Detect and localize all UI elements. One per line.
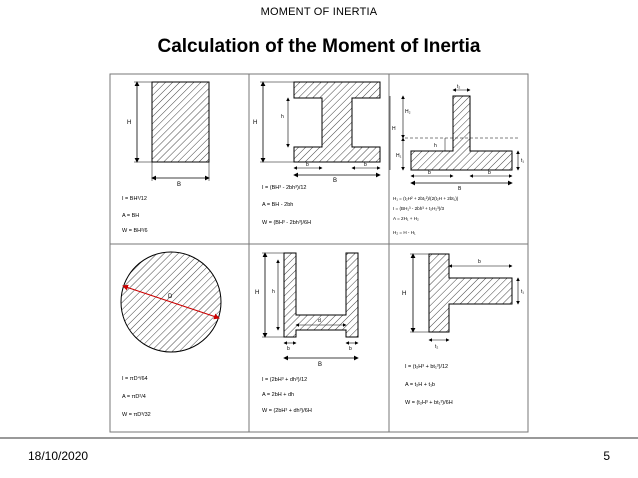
dim-label: b — [428, 170, 431, 176]
formula: W = (t₂H³ + bt₁³)/6H — [405, 400, 453, 406]
dim-label: t₁ — [521, 158, 525, 164]
formula: I = πD⁴/64 — [122, 376, 148, 382]
page-number: 5 — [603, 449, 610, 463]
dim-label: B — [177, 182, 182, 188]
dim-label: h — [434, 143, 437, 149]
formula: I = (BH³ - 2bh³)/12 — [262, 185, 307, 191]
slide-title: Calculation of the Moment of Inertia — [157, 36, 481, 57]
dim-label: t₂ — [457, 84, 461, 90]
dim-label: H — [392, 126, 396, 132]
formula: I = (t₂H³ + bt₁³)/12 — [405, 364, 449, 370]
dim-label: b — [287, 346, 290, 352]
dim-label: b — [349, 346, 352, 352]
formula: A = BH - 2bh — [262, 202, 294, 208]
dim-label: H — [253, 120, 258, 126]
formula: I = (2bH³ + dh³)/12 — [262, 377, 308, 383]
formula: A = t₂H + t₁b — [405, 382, 435, 388]
panel-h-section — [255, 253, 358, 414]
double-channel-section — [294, 82, 380, 162]
formula: W = (2bH³ + dh³)/6H — [262, 408, 312, 414]
formula: A = 2H₁ + H₂ — [393, 216, 419, 221]
dim-label: H — [255, 290, 260, 296]
dim-label: H₂ — [405, 109, 411, 115]
panel-double-channel — [253, 82, 380, 226]
rectangle-section — [152, 82, 209, 162]
dim-label: b — [306, 162, 309, 168]
dim-label: B — [333, 178, 338, 184]
formula: W = (BH³ - 2bh³)/6H — [262, 220, 312, 226]
formula: H₂ = H - H₁ — [393, 230, 416, 235]
dim-label: B — [318, 362, 323, 368]
dim-label: h — [272, 289, 275, 295]
dim-label: b — [488, 170, 491, 176]
dim-label: t₁ — [521, 289, 525, 295]
panel-inverted-tee — [390, 84, 524, 235]
header-title: MOMENT OF INERTIA — [260, 6, 378, 18]
dim-label: H — [127, 120, 132, 126]
dim-label: H — [402, 291, 407, 297]
dim-label: t₂ — [435, 344, 439, 350]
dim-label: d — [318, 318, 321, 324]
dim-label: b — [478, 259, 481, 265]
formula: W = BH²/6 — [122, 228, 148, 234]
formula: A = 2bH + dh — [262, 392, 295, 398]
formula: A = πD²/4 — [122, 394, 146, 400]
panel-circle — [121, 252, 221, 418]
footer-divider — [0, 437, 638, 439]
dim-label: b — [364, 162, 367, 168]
formula: H₁ = (t₂H² + 2bt₁²)/(2(t₂H + 2bt₁)) — [393, 196, 459, 201]
formula: I = (BH₁³ - 2bh³ + t₂H₂³)/3 — [393, 206, 445, 211]
footer-date: 18/10/2020 — [28, 449, 89, 463]
inverted-tee-section — [411, 96, 512, 170]
panel-rectangle — [122, 82, 209, 234]
dim-label: B — [458, 186, 462, 192]
panel-tee-section — [402, 254, 524, 406]
formula: I = BH³/12 — [122, 196, 147, 202]
formula: W = πD³/32 — [122, 412, 151, 418]
dim-label: D — [168, 294, 173, 300]
h-section — [284, 253, 358, 337]
formula: A = BH — [122, 213, 140, 219]
dim-label: H₁ — [396, 153, 402, 159]
dim-label: h — [281, 114, 284, 120]
